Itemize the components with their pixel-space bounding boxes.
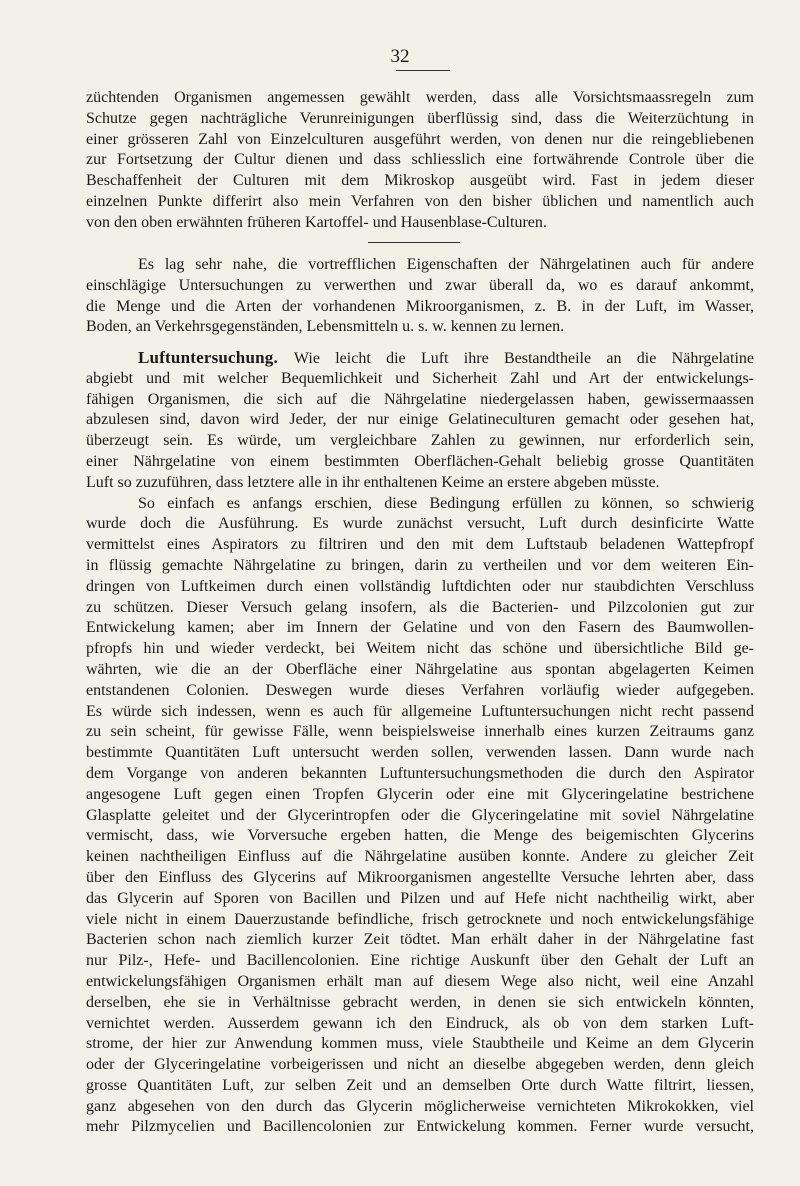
text-line: abgiebt und mit welcher Bequemlichkeit und Sicherheit Zahl und Art der entwickelungs- xyxy=(86,369,754,387)
text-line: Entwickelung kamen; aber im Innern der Gelatine und von den Fasern des Baumwollen- xyxy=(86,619,754,637)
text-line: Glasplatte geleitet und der Glycerintropfen oder die Glyceringelatine mit soviel Nährgelatine xyxy=(86,806,754,824)
text-line: einzelnen Punkte differirt also mein Verfahren von den bisher üblichen und namentlich auch xyxy=(86,192,754,210)
paragraph-intro xyxy=(86,255,754,338)
text-line: mehr Pilzmycelien und Bacillencolonien zur Entwickelung kommen. Ferner wurde versucht, xyxy=(86,1118,754,1136)
text-line: währten, wie die an der Oberfläche einer Nährgelatine aus spontan abgelagerten Keimen xyxy=(86,660,754,678)
text-line: angesogene Luft gegen einen Tropfen Glycerin oder eine mit Glyceringelatine bestrichene xyxy=(86,785,754,803)
text-line: vermischt, dass, wie Vorversuche ergeben hatten, die Menge des beigemischten Glycerins xyxy=(86,827,754,845)
text-line: Boden, an Verkehrsgegenständen, Lebensmitteln u. s. w. kennen zu lernen. xyxy=(86,318,565,336)
text-line: einer Nährgelatine von einem bestimmten Oberflächen-Gehalt beliebig grosse Quantitäten xyxy=(86,452,754,470)
page-number: 32 xyxy=(390,46,410,67)
text-line: derselben, ehe sie in Verhältnisse gebracht werden, in denen sie sich entwickeln könnten, xyxy=(86,993,754,1011)
text-line: Es lag sehr nahe, die vortrefflichen Eigenschaften der Nährgelatinen auch für andere xyxy=(138,256,754,273)
text-line: So einfach es anfangs erschien, diese Bedingung erfüllen zu können, so schwierig xyxy=(138,494,754,512)
text-line: über den Einfluss des Glycerins auf Mikroorganismen angestellte Versuche lehrten aber, dass xyxy=(86,868,754,886)
text-line: dem Vorgange von anderen bekannten Luftuntersuchungsmethoden die durch den Aspirator xyxy=(86,764,754,782)
text-line: von den oben erwähnten früheren Kartoffel- und Hausenblase-Culturen. xyxy=(86,213,547,231)
section-first-line xyxy=(86,348,754,369)
text-line: ganz abgesehen von den durch das Glycerin möglicherweise vernichteten Mikrokokken, viel xyxy=(86,1097,754,1115)
text-line: grosse Quantitäten Luft, zur selben Zeit und an demselben Orte durch Watte filtrirt, liessen, xyxy=(86,1076,754,1094)
text-line: Bacterien schon nach ziemlich kurzer Zeit tödtet. Man erhält daher in der Nährgelatine fast xyxy=(86,931,754,949)
text-line: Schutze gegen nachträgliche Verunreinigungen überflüssig sind, dass die Weiterzüchtung in xyxy=(86,109,754,127)
text-line: vernichtet werden. Ausserdem gewann ich den Eindruck, als ob von dem starken Luft- xyxy=(86,1014,754,1032)
paragraph-continuation xyxy=(86,88,754,234)
text-line: pfropfs hin und wieder verdeckt, bei Weitem nicht das schöne und übersichtliche Bild ge- xyxy=(86,640,754,658)
text-line: fähigen Organismen, die sich auf die Nährgelatine niedergelassen haben, gewissermaassen xyxy=(86,390,754,408)
text-line: entwickelungsfähigen Organismen erhält man auf diesem Wege also nicht, weil eine Anzahl xyxy=(86,972,754,990)
text-line: in flüssig gemachte Nährgelatine zu bringen, darin zu vertheilen und vor dem weiteren Ein- xyxy=(86,556,754,574)
text-line: strome, der hier zur Anwendung kommen muss, viele Staubtheile und Keime an dem Glycerin xyxy=(86,1035,754,1053)
text-line: viele nicht in einem Dauerzustande befindliche, frisch getrocknete und noch entwickelungsfähige xyxy=(86,910,754,928)
text-line: Es würde sich indessen, wenn es auch für allgemeine Luftuntersuchungen nicht recht passend xyxy=(86,702,754,720)
text-line: das Glycerin auf Sporen von Bacillen und Pilzen und auf Hefe nicht nachtheilig wirkt, aber xyxy=(86,889,754,907)
text-line: die Menge und die Arten der vorhandenen Mikroorganismen, z. B. in der Luft, im Wasser, xyxy=(86,297,754,315)
text-line: wurde doch die Ausführung. Es wurde zunächst versucht, Luft durch desinficirte Watte xyxy=(86,515,754,533)
text-line: keinen nachtheiligen Einfluss auf die Nährgelatine ausüben konnte. Andere zu gleicher Zeit xyxy=(86,848,754,866)
text-line: Luft so zuzuführen, dass letztere alle in ihr enthaltenen Keime an erstere abgeben müsste. xyxy=(86,473,660,491)
text-line: Beschaffenheit der Culturen mit dem Mikroskop ausgeübt wird. Fast in jedem dieser xyxy=(86,172,754,190)
section-luftuntersuchung xyxy=(86,348,754,1138)
text-line: zu sein scheint, für gewisse Fälle, wenn beispielsweise innerhalb eines kurzen Zeitraums ganz xyxy=(86,723,754,741)
text-line: einer grösseren Zahl von Einzelculturen ausgeführt werden, von denen nur die reingebliebenen xyxy=(86,130,754,148)
text-line: züchtenden Organismen angemessen gewählt werden, dass alle Vorsichtsmaassregeln zum xyxy=(86,89,754,106)
section-heading: Luftuntersuchung. xyxy=(138,348,278,367)
text-line: bestimmte Quantitäten Luft untersucht werden sollen, verwenden lassen. Dann wurde nach xyxy=(86,744,754,762)
text-line: zu schützen. Dieser Versuch gelang insofern, als die Bacterien- und Pilzcolonien gut zur xyxy=(86,598,754,616)
text-line: abzulesen sind, davon wird Jeder, der nur einige Gelatineculturen gemacht oder gesehen hat, xyxy=(86,411,754,429)
text-line: entstandenen Colonien. Deswegen wurde dieses Verfahren vorläufig wieder aufgegeben. xyxy=(86,681,754,699)
text-line: überzeugt sein. Es würde, um vergleichbare Zahlen zu gewinnen, nur erforderlich sein, xyxy=(86,432,754,450)
text-line: vermittelst eines Aspirators zu filtriren und den mit dem Luftstaub beladenen Wattepfropf xyxy=(86,536,754,554)
section-divider xyxy=(368,242,460,243)
text-line: oder der Glyceringelatine vorbeigerissen und nicht an dieselbe abgegeben werden, denn gleich xyxy=(86,1056,754,1074)
text-line: nur Pilz-, Hefe- und Bacillencolonien. Eine richtige Auskunft über den Gehalt der Luft an xyxy=(86,952,754,970)
page-number-rule xyxy=(396,70,450,71)
text-line: zur Fortsetzung der Cultur dienen und dass schliesslich eine fortwährende Controle über die xyxy=(86,151,754,169)
text-line: dringen von Luftkeimen durch einen vollständig luftdichten oder nur staubdichten Verschluss xyxy=(86,577,754,595)
text-line: einschlägige Untersuchungen zu verwerthen und zwar überall da, wo es darauf ankommt, xyxy=(86,276,754,294)
section-first-line-text: Wie leicht die Luft ihre Bestandtheile an die Nährgelatine xyxy=(293,350,754,367)
